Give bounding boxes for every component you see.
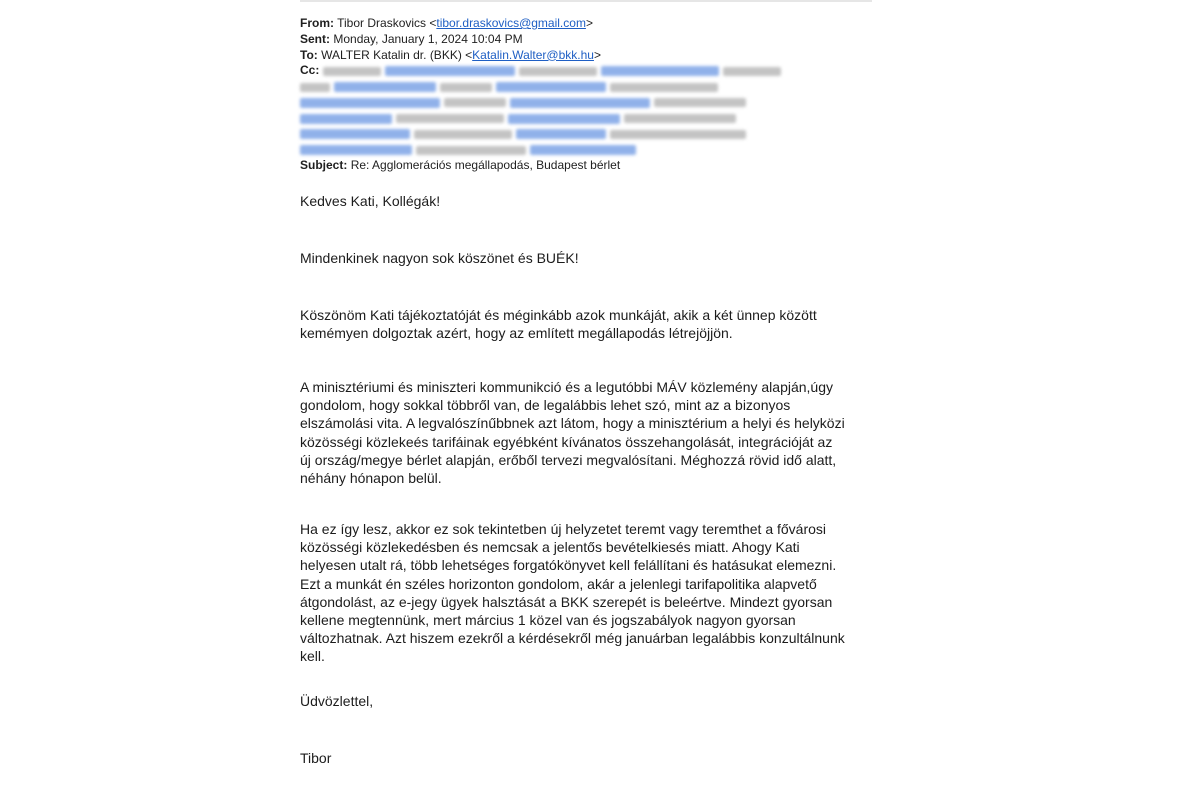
text-line: változhatnak. Azt hiszem ezekről a kérdésekről még januárban legalábbis konzultálnunk [300, 630, 845, 647]
text-line: elszámolási vita. A legvalószínűbbnek azt látom, hogy a minisztérium a helyi és helyközi [300, 415, 845, 432]
from-row: From: Tibor Draskovics <tibor.draskovics@gmail.com> [300, 16, 593, 30]
redacted-link [300, 129, 410, 139]
cc-line [300, 63, 880, 79]
paragraph-thanks: Mindenkinek nagyon sok köszönet és BUÉK! [300, 250, 579, 266]
cc-label: Cc: [300, 63, 320, 78]
closing: Üdvözlettel, [300, 693, 374, 709]
cc-line [300, 79, 880, 95]
text-line: közösségi közlekeés tarifáinak egyébként kívánatos összehangolását, integrációját az [300, 433, 833, 450]
redacted-link [516, 129, 606, 139]
text-line: gondolom, hogy sokkal többről van, de legalábbis lehet szó, mint az a bizonyos [300, 397, 791, 414]
redacted-link [530, 145, 636, 155]
text-line: Ha ez így lesz, akkor ez sok tekintetben új helyzetet teremt vagy teremthet a fővárosi [300, 521, 827, 537]
redacted-text [624, 114, 736, 123]
redacted-link [300, 98, 440, 108]
signature: Tibor [300, 750, 332, 766]
text-line: kell. [300, 648, 325, 665]
redacted-text [440, 83, 492, 92]
redacted-link [508, 114, 620, 124]
redacted-text [444, 98, 506, 107]
redacted-link [601, 66, 719, 76]
text-line: kellene megtennünk, mert március 1 közel van és jogszabályok nagyon gyorsan [300, 612, 796, 629]
text-line: helyesen utalt rá, több lehetséges forgatókönyvet kell felállítani és hatásukat elemezni. [300, 557, 837, 574]
cc-line [300, 111, 880, 127]
paragraph-3 [300, 520, 880, 666]
text-line: átgondolást, az e-jegy ügyek halsztását a BKK szerepét is beleértve. Mindezt gyorsan [300, 593, 833, 610]
redacted-text [300, 83, 330, 92]
text-line: közösségi közlekedésben és nemcsak a jelentős bevételkiesés miatt. Ahogy Kati [300, 539, 800, 556]
redacted-link [510, 98, 650, 108]
from-email-link[interactable]: tibor.draskovics@gmail.com [436, 16, 586, 30]
redacted-link [496, 82, 606, 92]
redacted-text [416, 146, 526, 155]
redacted-link [334, 82, 436, 92]
paragraph-2 [300, 378, 880, 487]
redacted-text [519, 67, 597, 76]
sent-label: Sent: [300, 31, 330, 46]
text-line: Ezt a munkát én széles horizonton gondolom, akár a jelenlegi tarifapolitika alapvető [300, 575, 817, 592]
cc-line [300, 95, 880, 111]
redacted-text [723, 67, 781, 76]
text-line: új ország/megye bérlet alapján, erőből tervezi megvalósítani. Méghozzá rövid idő alatt, [300, 451, 837, 468]
greeting: Kedves Kati, Kollégák! [300, 193, 441, 209]
to-name: WALTER Katalin dr. (BKK) [321, 47, 462, 62]
email-header [300, 16, 880, 174]
cc-row [300, 63, 880, 158]
redacted-text [610, 130, 746, 139]
sent-row [300, 32, 880, 48]
redacted-text [654, 98, 746, 107]
cc-line [300, 127, 880, 143]
cc-line [300, 142, 880, 158]
redacted-link [300, 114, 392, 124]
sent-value: Monday, January 1, 2024 10:04 PM [333, 31, 523, 46]
top-divider [300, 0, 872, 2]
from-label: From: [300, 16, 334, 30]
text-line: kemémyen dolgoztak azért, hogy az említett megállapodás létrejöjjön. [300, 325, 733, 342]
paragraph-1 [300, 306, 880, 342]
text-line: Köszönöm Kati tájékoztatóját és méginkább azok munkáját, akik a két ünnep között [300, 307, 817, 323]
text-line: néhány hónapon belül. [300, 470, 442, 487]
text-line: A minisztériumi és miniszteri kommunikció és a legutóbbi MÁV közlemény alapján,úgy [300, 379, 833, 395]
redacted-link [385, 66, 515, 76]
subject-value: Re: Agglomerációs megállapodás, Budapest bérlet [350, 158, 621, 173]
to-label: To: [300, 47, 318, 62]
to-email-link[interactable]: Katalin.Walter@bkk.hu [472, 47, 594, 62]
redacted-link [300, 145, 412, 155]
to-row: To: WALTER Katalin dr. (BKK) <Katalin.Walter@bkk.hu> [300, 47, 601, 62]
subject-row [300, 158, 880, 174]
from-name: Tibor Draskovics [337, 16, 427, 30]
redacted-text [610, 83, 718, 92]
redacted-text [414, 130, 512, 139]
subject-label: Subject: [300, 158, 348, 173]
redacted-text [396, 114, 504, 123]
redacted-text [323, 67, 381, 76]
